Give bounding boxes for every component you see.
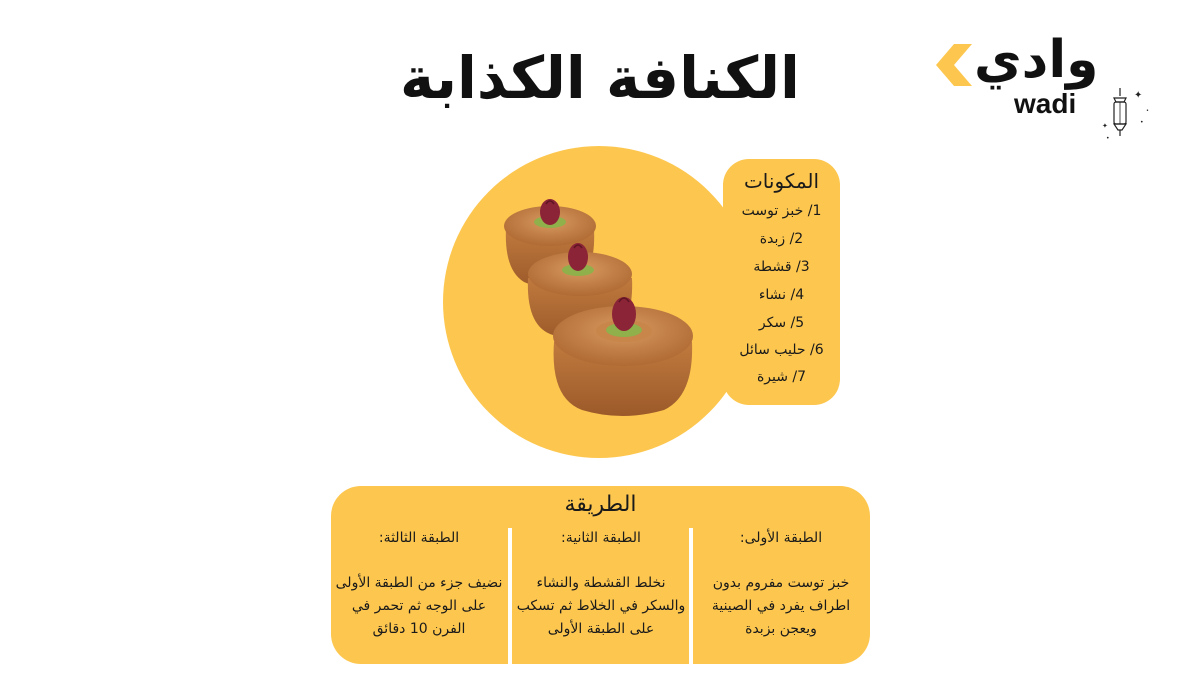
layer-text: خبز توست مفروم بدون اطراف يفرد في الصينية ويعجن بزبدة	[711, 575, 851, 637]
method-card	[331, 486, 870, 664]
ingredient-item: 7/ شيرة	[756, 369, 807, 385]
ingredient-item: 2/ زبدة	[759, 231, 804, 247]
ingredient-item: 6/ حليب سائل	[739, 342, 824, 358]
logo-latin-text: wadi	[1014, 88, 1077, 119]
layer-text: نخلط القشطة والنشاء والسكر في الخلاط ثم تسكب على الطبقة الأولى	[516, 575, 686, 637]
column-divider	[689, 528, 693, 664]
svg-text:✦: ✦	[1134, 90, 1143, 101]
svg-text:✦: ✦	[1102, 122, 1108, 130]
ingredient-item: 3/ قشطة	[753, 259, 810, 275]
logo-arabic-text: وادي	[974, 30, 1099, 90]
layer-heading: الطبقة الأولى:	[739, 530, 823, 546]
lantern-icon	[1100, 88, 1156, 150]
ingredient-item: 1/ خبز توست	[741, 203, 822, 219]
layer-one	[695, 528, 867, 641]
ingredient-item: 5/ سكر	[758, 315, 805, 331]
svg-text:•: •	[1106, 135, 1110, 142]
ingredients-list	[723, 197, 840, 391]
chevron-left-icon	[932, 42, 974, 88]
layer-heading: الطبقة الثانية:	[561, 530, 641, 546]
svg-text:•: •	[1146, 108, 1149, 114]
layer-text: نضيف جزء من الطبقة الأولى على الوجه ثم تحمر في الفرن 10 دقائق	[335, 575, 503, 637]
svg-text:•: •	[1140, 119, 1144, 126]
page-title: الكنافة الكذابة	[400, 44, 800, 112]
layer-three	[333, 528, 505, 641]
ingredients-card	[723, 159, 840, 405]
dessert-image	[494, 190, 714, 420]
wadi-logo	[932, 30, 1162, 156]
method-title: الطريقة	[564, 492, 637, 517]
ingredients-title: المكونات	[743, 169, 820, 193]
layer-heading: الطبقة الثالثة:	[378, 530, 460, 546]
ingredient-item: 4/ نشاء	[758, 287, 805, 303]
layer-two	[515, 528, 687, 641]
column-divider	[508, 528, 512, 664]
